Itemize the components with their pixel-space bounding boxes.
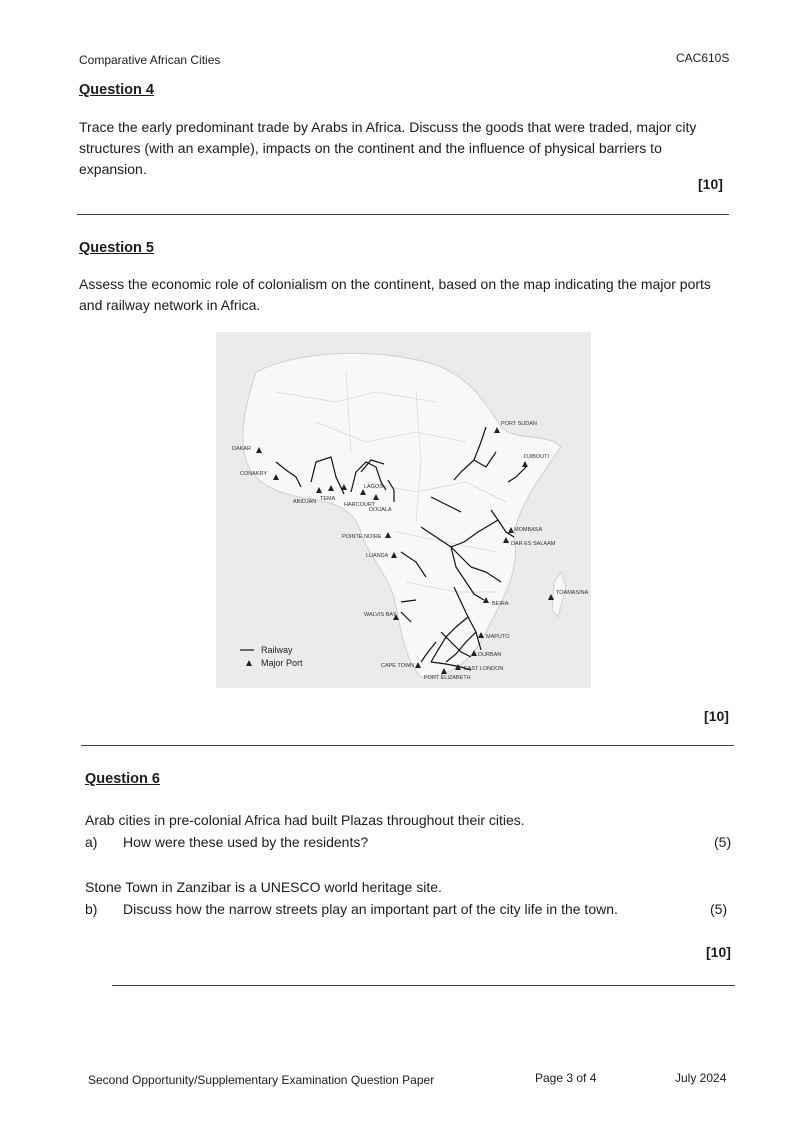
port-label: EAST LONDON xyxy=(464,666,504,672)
port-label: PORT SUDAN xyxy=(501,421,537,427)
question-5-text: Assess the economic role of colonialism on the continent, based on the map indicating the major ports and railway network in Africa. xyxy=(79,276,711,313)
question-6-intro-b: Stone Town in Zanzibar is a UNESCO world heritage site. xyxy=(85,879,442,895)
legend-port: Major Port xyxy=(261,658,303,668)
africa-railway-ports-map xyxy=(216,332,591,688)
port-label: POINTE NOIRE xyxy=(342,534,382,540)
part-b-marks: (5) xyxy=(710,901,728,917)
part-a-text: How were these used by the residents? xyxy=(123,834,369,850)
question-4-marks: [10] xyxy=(698,176,723,192)
question-6-intro-a: Arab cities in pre-colonial Africa had built Plazas throughout their cities. xyxy=(85,812,525,828)
part-a-marks: (5) xyxy=(714,834,732,850)
port-label: CAPE TOWN xyxy=(381,663,415,669)
port-label: TEMA xyxy=(320,496,336,502)
port-label: DJIBOUTI xyxy=(524,454,550,460)
port-label: DAR ES SALAAM xyxy=(511,541,556,547)
question-6-title: Question 6 xyxy=(85,771,160,787)
footer-page-number: Page 3 of 4 xyxy=(535,1071,597,1085)
port-label: CONAKRY xyxy=(240,471,268,477)
course-title: Comparative African Cities xyxy=(79,53,221,67)
part-a-label: a) xyxy=(85,834,98,850)
port-label: MAPUTO xyxy=(486,634,510,640)
footer-paper-title: Second Opportunity/Supplementary Examination Question Paper xyxy=(88,1073,435,1087)
port-label: MOMBASA xyxy=(514,527,543,533)
port-label: WALVIS BAY xyxy=(364,612,397,618)
question-6-marks: [10] xyxy=(706,944,731,960)
port-triangle-icon xyxy=(246,660,252,666)
legend-railway: Railway xyxy=(261,645,293,655)
question-4-text: Trace the early predominant trade by Arabs in Africa. Discuss the goods that were traded, major city structures (with an example), impacts on the continent and the influence of physical barriers to expansion. xyxy=(79,119,697,177)
port-label: TOAMASINA xyxy=(556,590,589,596)
divider xyxy=(112,985,735,986)
part-b-label: b) xyxy=(85,901,98,917)
course-code: CAC610S xyxy=(676,51,730,65)
port-label: LUANDA xyxy=(366,553,389,559)
divider xyxy=(81,745,734,746)
port-label: DURBAN xyxy=(478,652,502,658)
map-legend xyxy=(240,645,303,668)
port-label: BEIRA xyxy=(492,601,509,607)
question-5-title: Question 5 xyxy=(79,240,154,256)
port-label: DOUALA xyxy=(369,507,392,513)
footer-date: July 2024 xyxy=(675,1071,727,1085)
port-label: LAGOS xyxy=(364,484,383,490)
divider xyxy=(77,214,729,215)
port-label: PORT ELIZABETH xyxy=(424,675,471,681)
port-label: ABIDJAN xyxy=(293,499,317,505)
part-b-text: Discuss how the narrow streets play an important part of the city life in the town. xyxy=(123,901,618,917)
port-label: HARCOURT xyxy=(344,502,376,508)
question-4-title: Question 4 xyxy=(79,82,154,98)
question-5-marks: [10] xyxy=(704,708,729,724)
port-label: DAKAR xyxy=(232,446,251,452)
